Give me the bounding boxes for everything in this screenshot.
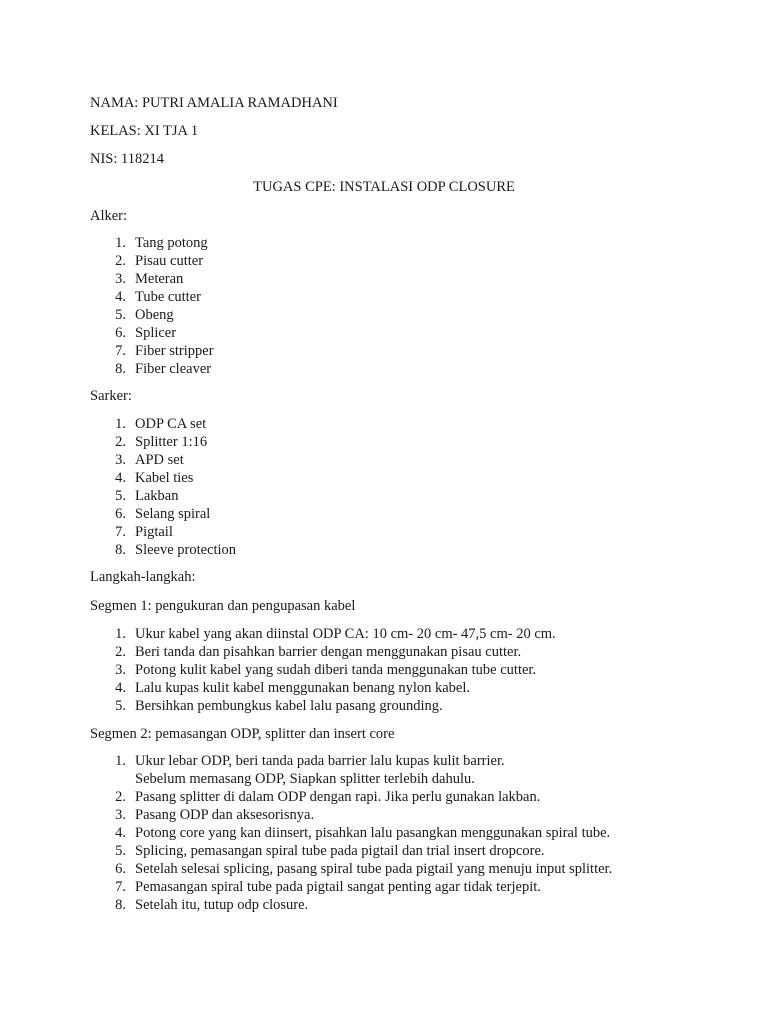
sarker-heading: Sarker: [90,388,132,404]
segmen2-list [90,752,612,914]
list-item: 4. Potong core yang kan diinsert, pisahkan lalu pasangkan menggunakan spiral tube. [115,825,611,841]
list-item: 5. Splicing, pemasangan spiral tube pada pigtail dan trial insert dropcore. [115,843,545,859]
list-item: 5. Bersihkan pembungkus kabel lalu pasang grounding. [115,698,443,714]
segmen1-heading: Segmen 1: pengukuran dan pengupasan kabel [90,598,356,614]
list-item: 3. Meteran [115,271,184,287]
list-item: 1. Ukur kabel yang akan diinstal ODP CA: 10 cm- 20 cm- 47,5 cm- 20 cm. [115,626,556,642]
list-item: 1. Ukur lebar ODP, beri tanda pada barrier lalu kupas kulit barrier. Sebelum memasang ODP, Siapkan splitter terlebih dahulu. [90,752,612,788]
alker-heading: Alker: [90,208,128,224]
list-item: 4. Kabel ties [115,470,194,486]
student-nis: NIS: 118214 [90,151,164,167]
list-item: 5. Obeng [115,307,174,323]
student-name: NAMA: PUTRI AMALIA RAMADHANI [90,95,338,111]
list-item: 3. Potong kulit kabel yang sudah diberi tanda menggunakan tube cutter. [115,662,537,678]
list-item: 1. ODP CA set [115,416,207,432]
list-item: 8. Fiber cleaver [115,361,212,377]
list-item: 2. Pasang splitter di dalam ODP dengan rapi. Jika perlu gunakan lakban. [115,789,541,805]
alker-list [90,234,214,378]
list-item: 2. Splitter 1:16 [115,434,208,450]
list-item: 2. Beri tanda dan pisahkan barrier dengan menggunakan pisau cutter. [115,644,522,660]
list-item: 6. Selang spiral [115,506,211,522]
list-item: 6. Splicer [115,325,177,341]
list-item: 1. Tang potong [115,235,208,251]
list-item: 8. Setelah itu, tutup odp closure. [115,897,309,913]
student-class: KELAS: XI TJA 1 [90,123,199,139]
langkah-heading: Langkah-langkah: [90,569,196,585]
list-item: 4. Lalu kupas kulit kabel menggunakan benang nylon kabel. [115,680,471,696]
list-item: 7. Fiber stripper [115,343,214,359]
sarker-list [90,415,236,559]
segmen1-list [90,625,556,715]
document-title: TUGAS CPE: INSTALASI ODP CLOSURE [253,179,515,195]
list-item: 8. Sleeve protection [115,542,237,558]
segmen2-heading: Segmen 2: pemasangan ODP, splitter dan insert core [90,726,395,742]
list-item: 3. Pasang ODP dan aksesorisnya. [115,807,315,823]
list-item: 7. Pigtail [115,524,173,540]
list-item: 2. Pisau cutter [115,253,204,269]
list-item: 3. APD set [115,452,184,468]
list-item-continuation: Sebelum memasang ODP, Siapkan splitter terlebih dahulu. [135,771,475,787]
list-item: 6. Setelah selesai splicing, pasang spiral tube pada pigtail yang menuju input splitter. [115,861,613,877]
list-item: 5. Lakban [115,488,179,504]
list-item: 4. Tube cutter [115,289,201,305]
list-item: 7. Pemasangan spiral tube pada pigtail sangat penting agar tidak terjepit. [115,879,541,895]
